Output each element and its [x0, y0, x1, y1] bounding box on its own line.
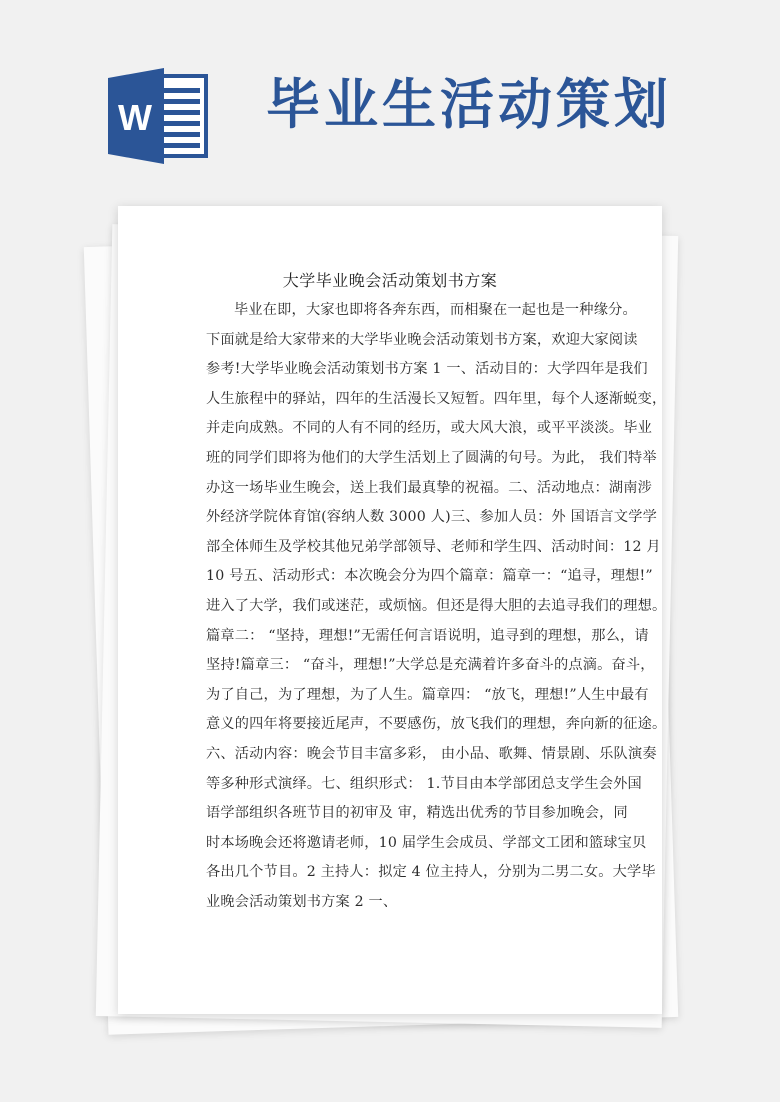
- text-line: 外经济学院体育馆(容纳人数 3000 人)三、参加人员：外 国语言文学学: [206, 509, 657, 526]
- text-line: 进入了大学，我们或迷茫，或烦恼。但还是得大胆的去追寻我们的理想。: [206, 597, 667, 614]
- document-title: 大学毕业晚会活动策划书方案: [282, 271, 498, 290]
- document-page: [118, 206, 667, 1014]
- text-line: 为了自己，为了理想，为了人生。篇章四： “放飞，理想!”人生中最有: [206, 686, 649, 703]
- text-line: 下面就是给大家带来的大学毕业晚会活动策划书方案，欢迎大家阅读: [206, 331, 638, 348]
- text-line: 并走向成熟。不同的人有不同的经历，或大风大浪，或平平淡淡。毕业: [206, 420, 653, 437]
- text-line: 人生旅程中的驿站，四年的生活漫长又短暂。四年里，每个人逐渐蜕变，: [206, 390, 667, 407]
- text-line: 时本场晚会还将邀请老师，10 届学生会成员、学部文工团和篮球宝贝: [206, 834, 647, 851]
- text-line: 部全体师生及学校其他兄弟学部领导、老师和学生四、活动时间：12 月: [206, 538, 661, 555]
- text-line: 参考!大学毕业晚会活动策划书方案 1 一、活动目的：大学四年是我们: [206, 361, 648, 378]
- text-line: 业晚会活动策划书方案 2 一、: [206, 893, 398, 910]
- text-line: 10 号五、活动形式：本次晚会分为四个篇章：篇章一：“追寻，理想!”: [206, 568, 653, 585]
- text-line: 班的同学们即将为他们的大学生活划上了圆满的句号。为此， 我们特举: [206, 449, 657, 466]
- text-line: 篇章二： “坚持，理想!”无需任何言语说明，追寻到的理想，那么，请: [206, 627, 649, 644]
- document-body: [206, 296, 667, 917]
- text-line: 意义的四年将要接近尾声，不要感伤，放飞我们的理想，奔向新的征途。: [206, 716, 667, 733]
- text-line: 各出几个节目。2 主持人：拟定 4 位主持人，分别为二男二女。大学毕: [206, 864, 656, 881]
- text-line: 等多种形式演绎。七、组织形式： 1.节目由本学部团总支学生会外国: [206, 775, 642, 792]
- page-title: 毕业生活动策划: [266, 73, 672, 136]
- text-line: 语学部组织各班节目的初审及 审，精选出优秀的节目参加晚会，同: [206, 805, 628, 822]
- text-line: 毕业在即，大家也即将各奔东西，而相聚在一起也是一种缘分。: [234, 302, 637, 318]
- text-line: 办这一场毕业生晚会，送上我们最真挚的祝福。二、活动地点：湖南涉: [206, 479, 653, 496]
- word-icon-letter: W: [118, 97, 152, 138]
- word-icon: [108, 68, 212, 164]
- text-line: 六、活动内容：晚会节目丰富多彩， 由小品、歌舞、情景剧、乐队演奏: [206, 745, 657, 762]
- text-line: 坚持!篇章三： “奋斗，理想!”大学总是充满着许多奋斗的点滴。奋斗，: [206, 657, 655, 674]
